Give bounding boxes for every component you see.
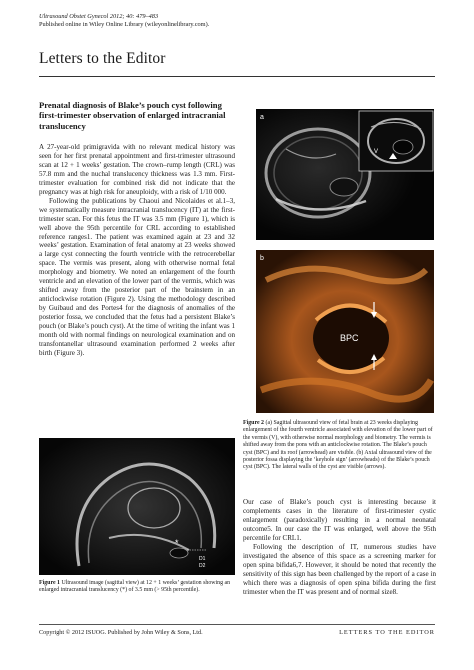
figure-2a-ultrasound <box>256 109 434 240</box>
panel-b-label: b <box>260 255 264 262</box>
figure-1-caption <box>39 580 235 595</box>
figure-2-label: Figure 2 <box>243 420 264 426</box>
figure-2-caption-text: (a) Sagittal ultrasound view of fetal brain at 23 weeks displaying enlargement of the fourth ventricle associated with elevation of the lower part of the vermis (V), with otherwise normal morphology and biometry. The vermis is shifted away from the pons with an anticlockwise rotation. The Blake’s pouch cyst (BPC) and its roof (arrowhead) are visible. (b) Axial ultrasound view of the posterior fossa displaying the ‘keyhole sign’ (arrowheads) of the Blake’s pouch cyst (BPC). The lateral walls of the cyst are visible (arrows). <box>243 420 433 471</box>
journal-header <box>39 13 209 29</box>
body-paragraph: Following the publications by Chaoui and Nicolaides et al.1–3, we systematically measure intracranial translucency (IT) at the first-trimester scan. For this fetus the IT was 3.5 mm (Figure 1), which is well above the 95th percentile for CRL according to established reference ranges1. The patient was examined again at 23 and 32 weeks’ gestation. Examination of fetal anatomy at 23 weeks showed a large cyst connecting the fourth ventricle with the retrocerebellar space. The vermis was present, along with otherwise normal fetal morphology and biometry. We noted an enlargement of the fourth ventricle and an elevation of the lower part of the vermis, which was shifted away from the posterior part of the brainstem in an anticlockwise rotation (Figure 2). Using the methodology described by Guibaud and des Portes4 for the diagnosis of anomalies of the posterior fossa, we concluded that the fetus had a persistent Blake’s pouch (or Blake’s pouch cyst). At the time of writing the infant was 1 month old with normal findings on neurological examination and on transfontanellar ultrasound examination performed 2 weeks after birth (Figure 3). <box>39 196 235 357</box>
figure-1-caption-text: Ultrasound image (sagittal view) at 12 + 1 weeks’ gestation showing an enlarged intracranial translucency (*) of 3.5 mm (> 95th percentile). <box>39 580 231 594</box>
figure-2-caption <box>243 420 436 472</box>
published-online-line: Published online in Wiley Online Library (wileyonlinelibrary.com). <box>39 21 210 28</box>
figure-2b-ultrasound <box>256 250 434 413</box>
body-paragraph: A 27-year-old primigravida with no relevant medical history was seen for her first prenatal appointment and first-trimester ultrasound scan at 12 + 1 weeks’ gestation. The crown–rump length (CRL) was 57.8 mm and the nuchal translucency thickness was 1.3 mm. First-trimester evaluation for combined risk did not indicate that the pregnancy was at high risk for aneuploidy, with a risk of 1/10 000. <box>39 143 235 196</box>
body-paragraph: Our case of Blake’s pouch cyst is interesting because it complements cases in the literature of first-trimester cystic enlargement (paradoxically) resulting in a normal neonatal outcome5. In our case the IT was enlarged, well above the 95th percentile for CRL1. <box>243 498 436 542</box>
running-head: LETTERS TO THE EDITOR <box>339 629 435 636</box>
intracranial-translucency-marker: * <box>175 538 179 548</box>
figure-1-label: Figure 1 <box>39 580 60 586</box>
measurement-label-d1: D1 <box>199 556 206 562</box>
copyright-line: Copyright © 2012 ISUOG. Published by John Wiley & Sons, Ltd. <box>39 629 203 636</box>
body-paragraph: Following the description of IT, numerous studies have investigated the absence of this space as a screening marker for open spina bifida6,7. However, it should be noted that recently the sensitivity of this sign has been challenged by the report of a case in which there was a diagnosis of open spina bifida during the first trimester when the IT was present and of normal size8. <box>243 542 436 596</box>
right-body-column <box>243 498 436 596</box>
figure-1-ultrasound <box>39 438 235 575</box>
left-body-column <box>39 143 235 358</box>
section-title: Letters to the Editor <box>39 50 166 67</box>
measurement-label-d2: D2 <box>199 563 206 569</box>
inset-v-label: V <box>374 149 379 155</box>
journal-citation: Ultrasound Obstet Gynecol 2012; 40: 479–483 <box>39 13 159 20</box>
top-rule <box>39 76 435 77</box>
footer-rule <box>39 624 435 625</box>
panel-a-label: a <box>260 114 264 121</box>
article-title: Prenatal diagnosis of Blake’s pouch cyst following first-trimester observation of enlarged intracranial translucency <box>39 100 226 131</box>
bpc-label: BPC <box>340 333 359 343</box>
